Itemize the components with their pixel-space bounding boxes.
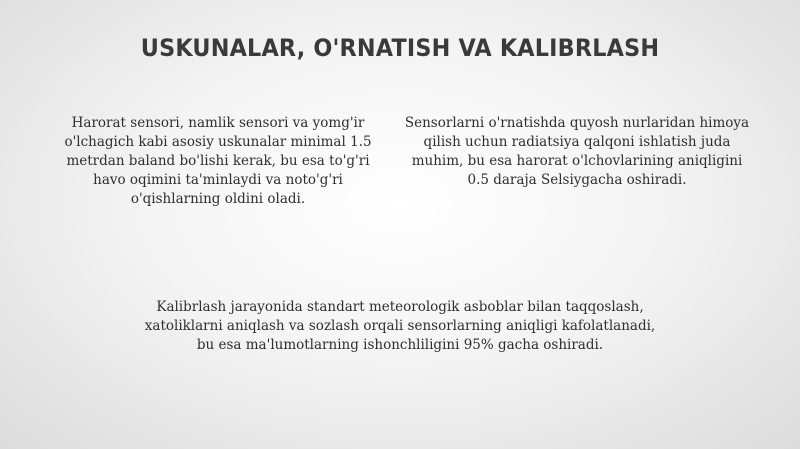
slide-title: USKUNALAR, O'RNATISH VA KALIBRLASH	[140, 34, 660, 62]
paragraph-radiation-shield: Sensorlarni o'rnatishda quyosh nurlaridan himoya qilish uchun radiatsiya qalqoni ishlatish juda muhim, bu esa harorat o'lchovlarining aniqligini 0.5 daraja Selsiygacha oshiradi.	[404, 115, 750, 188]
paragraph-calibration: Kalibrlash jarayonida standart meteorologik asboblar bilan taqqoslash, xatoliklarni aniqlash va sozlash orqali sensorlarning aniqligi kafolatlanadi, bu esa ma'lumotlarning ishonchliligini 95% gacha oshiradi.	[144, 299, 656, 353]
paragraph-equipment-height: Harorat sensori, namlik sensori va yomg'ir o'lchagich kabi asosiy uskunalar minimal 1.5 metrdan baland bo'lishi kerak, bu esa to'g'ri havo oqimini ta'minlaydi va noto'g'ri o'qishlarning oldini oladi.	[64, 115, 372, 207]
